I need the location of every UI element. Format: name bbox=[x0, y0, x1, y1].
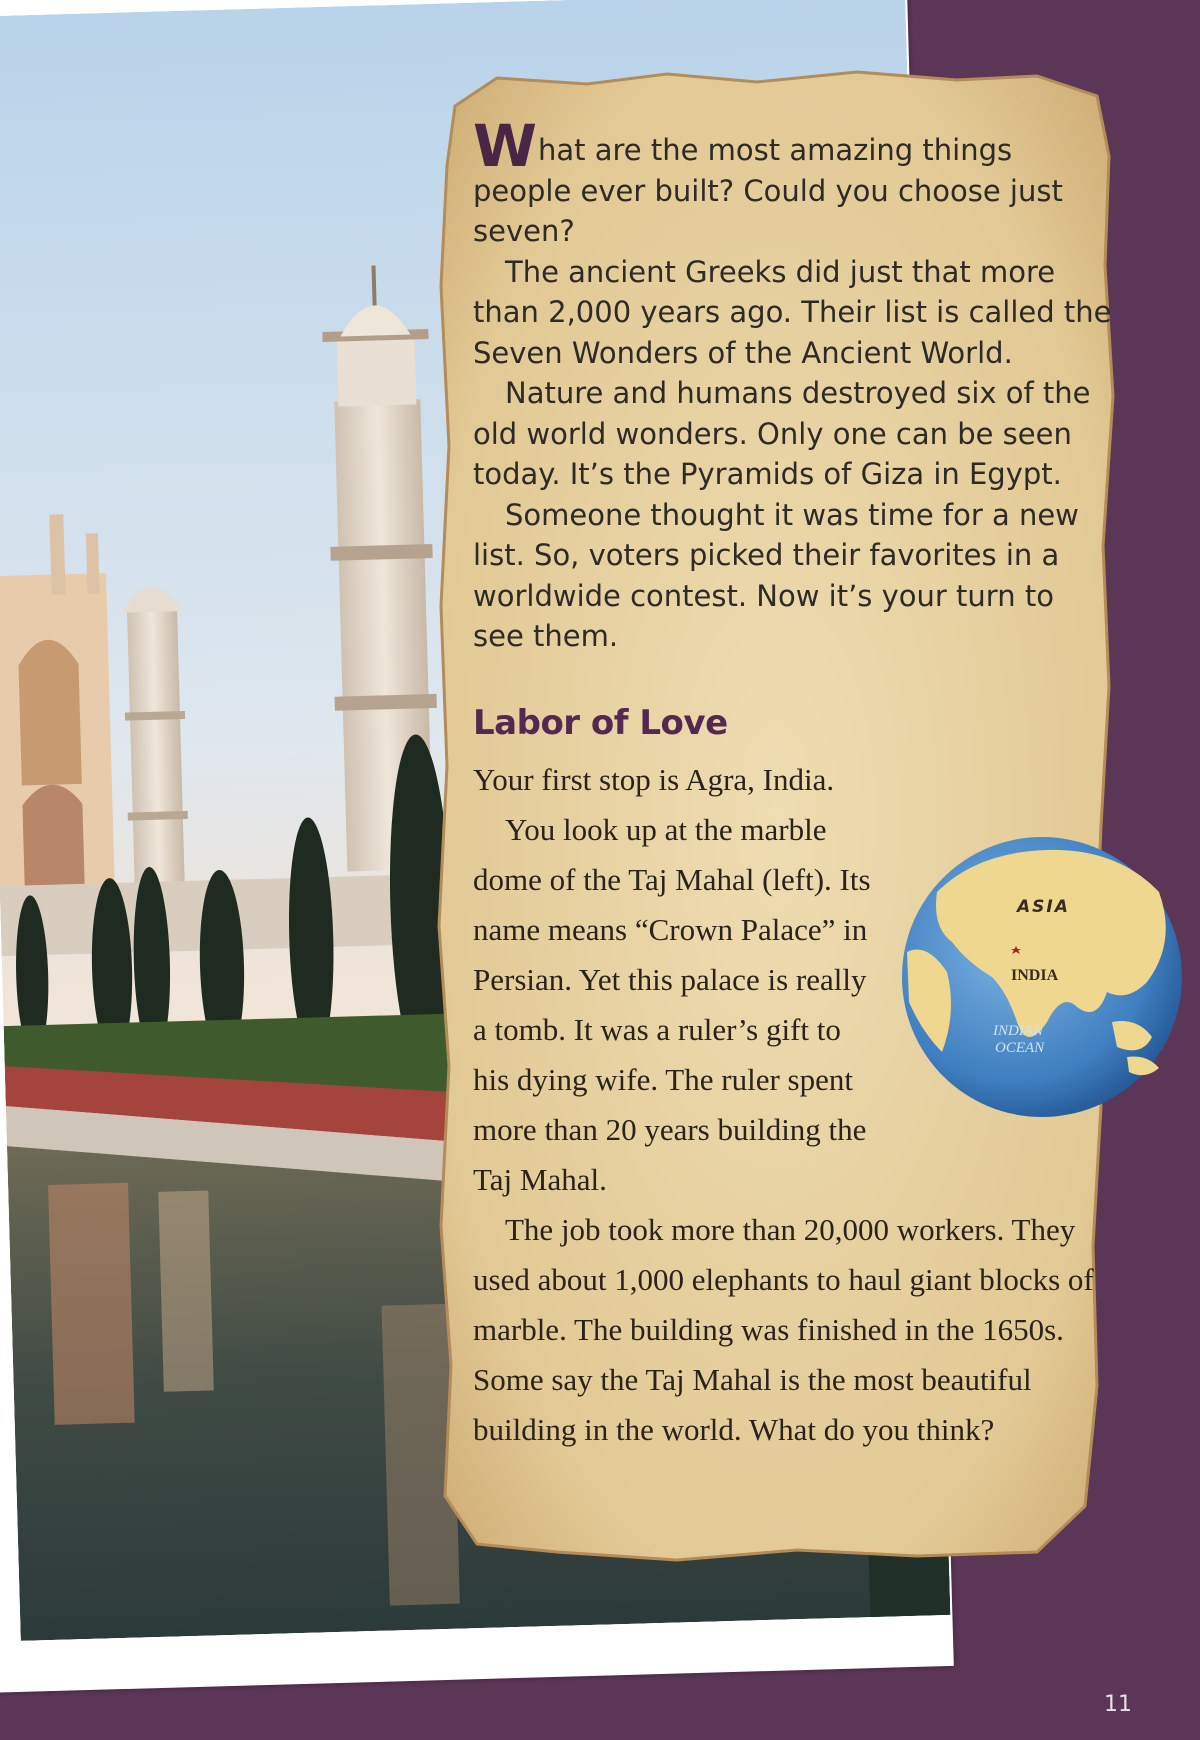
section-paragraph-2: You look up at the marble dome of the Taj Mahal (left). Its name means “Crown Palace” in Persian. Yet this palace is really a tomb. It was a ruler’s gift to his dying wife. The ruler spent more than 20 years building the Taj Mahal. bbox=[473, 811, 871, 1197]
globe-label-ocean-1: INDIAN bbox=[993, 1023, 1043, 1039]
globe-label-asia: ASIA bbox=[1017, 897, 1070, 917]
intro-text bbox=[473, 112, 1113, 657]
page-number: 11 bbox=[1104, 1692, 1132, 1717]
globe-illustration bbox=[897, 832, 1187, 1122]
intro-paragraph-3: Nature and humans destroyed six of the old world wonders. Only one can be seen today. It’s the Pyramids of Giza in Egypt. bbox=[473, 376, 1091, 491]
globe-label-ocean-2: OCEAN bbox=[995, 1040, 1045, 1056]
section-heading: Labor of Love bbox=[473, 702, 728, 743]
globe-label-india: INDIA bbox=[1011, 967, 1059, 984]
card-content bbox=[473, 112, 1113, 1455]
section-paragraph-3: The job took more than 20,000 workers. They used about 1,000 elephants to haul giant blocks of marble. The building was finished in the 1650s. Some say the Taj Mahal is the most beautiful building in the world. What do you think? bbox=[473, 1211, 1094, 1447]
section-paragraph-1: Your first stop is Agra, India. bbox=[473, 761, 835, 797]
intro-paragraph-1-text: hat are the most amazing things people ever built? Could you choose just seven? bbox=[473, 133, 1063, 248]
drop-cap: W bbox=[473, 112, 537, 180]
intro-paragraph-1 bbox=[473, 112, 1113, 252]
intro-paragraph-4: Someone thought it was time for a new list. So, voters picked their favorites in a worldwide contest. Now it’s your turn to see them. bbox=[473, 497, 1079, 653]
parchment-text-card bbox=[437, 66, 1129, 1574]
intro-paragraph-2: The ancient Greeks did just that more than 2,000 years ago. Their list is called the Seven Wonders of the Ancient World. bbox=[473, 254, 1112, 370]
globe-map bbox=[897, 832, 1187, 1122]
